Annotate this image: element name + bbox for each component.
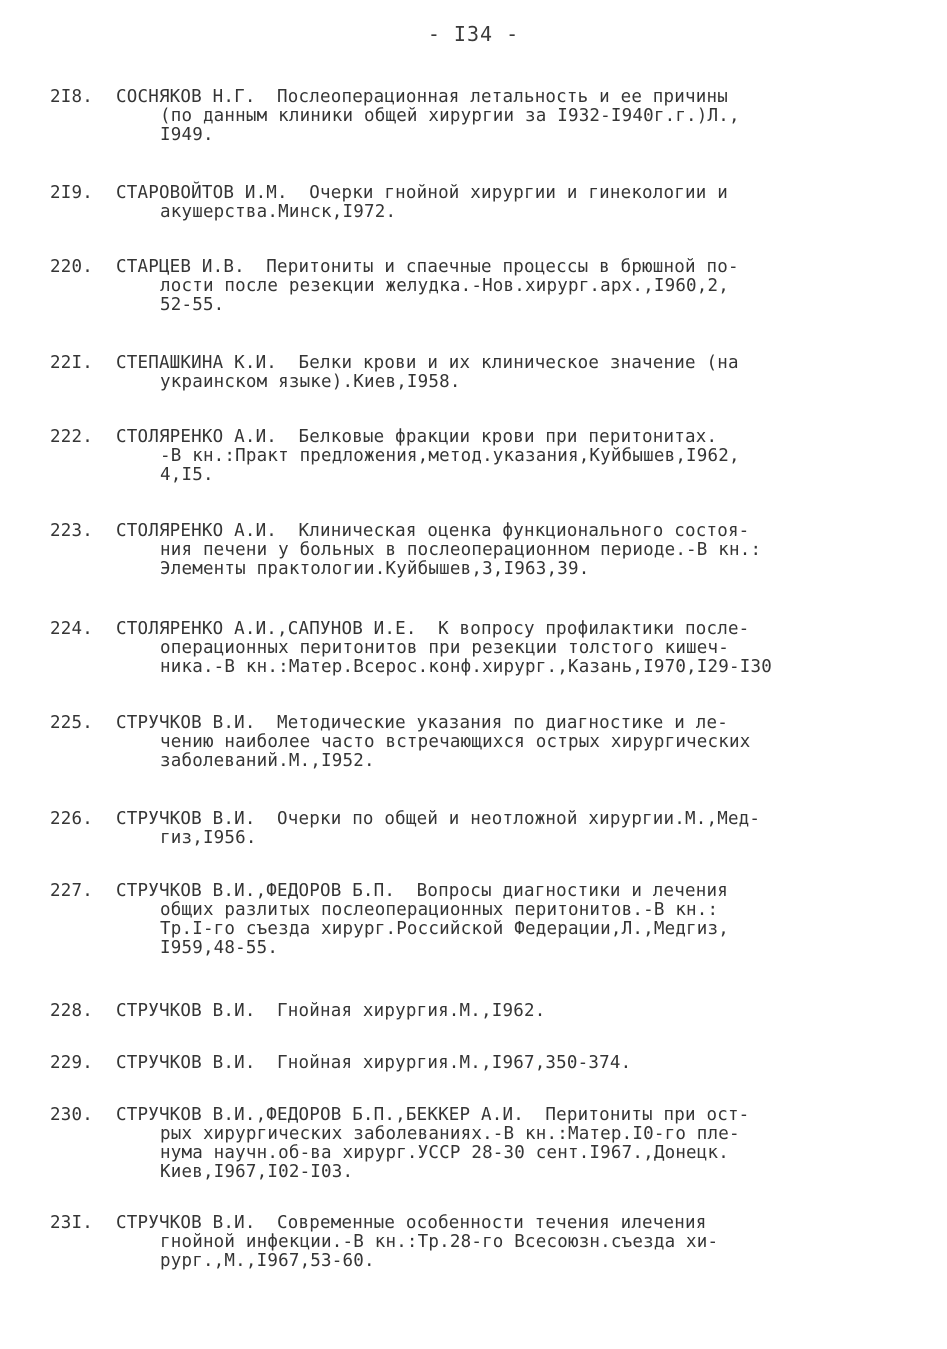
entry-number: 226.	[50, 809, 93, 829]
entry-number: 2I9.	[50, 183, 93, 203]
entry-text-line: Киев,I967,I02-I03.	[160, 1162, 354, 1182]
entry-text-line: СТОЛЯРЕНКО А.И. Клиническая оценка функционального состоя-	[116, 521, 750, 541]
page-number: - I34 -	[427, 22, 520, 46]
bibliography-entry	[50, 184, 910, 222]
bibliography-entry	[50, 1214, 910, 1271]
entry-number: 225.	[50, 713, 93, 733]
entry-number: 224.	[50, 619, 93, 639]
entry-text-line: Элементы практологии.Куйбышев,3,I963,39.	[160, 559, 590, 579]
entry-number: 222.	[50, 427, 93, 447]
entry-text-line: нума научн.об-ва хирург.УССР 28-30 сент.I967.,Донецк.	[160, 1143, 730, 1163]
entry-text-line: (по данным клиники общей хирургии за I932-I940г.г.)Л.,	[160, 106, 740, 126]
entry-text-line: акушерства.Минск,I972.	[160, 202, 397, 222]
bibliography-entry	[50, 522, 910, 579]
entry-text-line: I959,48-55.	[160, 938, 279, 958]
entry-text-line: СТРУЧКОВ В.И. Методические указания по диагностике и ле-	[116, 713, 728, 733]
entry-text-line: общих разлитых послеоперационных перитонитов.-В кн.:	[160, 900, 719, 920]
entry-text-line: СТРУЧКОВ В.И. Гнойная хирургия.М.,I962.	[116, 1001, 546, 1021]
entry-text-line: рург.,М.,I967,53-60.	[160, 1251, 375, 1271]
entry-text-line: гнойной инфекции.-В кн.:Тр.28-го Всесоюзн.съезда хи-	[160, 1232, 719, 1252]
bibliography-entry	[50, 620, 910, 677]
entry-text-line: украинском языке).Киев,I958.	[160, 372, 461, 392]
entry-text-line: СТРУЧКОВ В.И.,ФЕДОРОВ Б.П.,БЕККЕР А.И. Перитониты при ост-	[116, 1105, 750, 1125]
entry-text-line: СТРУЧКОВ В.И. Очерки по общей и неотложной хирургии.М.,Мед-	[116, 809, 761, 829]
entry-text-line: Тр.I-го съезда хирург.Российской Федерации,Л.,Медгиз,	[160, 919, 730, 939]
entry-text-line: СТАРОВОЙТОВ И.М. Очерки гнойной хирургии и гинекологии и	[116, 183, 728, 203]
bibliography-entry	[50, 1106, 910, 1182]
entry-text-line: заболеваний.М.,I952.	[160, 751, 375, 771]
entry-text-line: СТАРЦЕВ И.В. Перитониты и спаечные процессы в брюшной по-	[116, 257, 739, 277]
entry-number: 220.	[50, 257, 93, 277]
entry-text-line: СТОЛЯРЕНКО А.И.,САПУНОВ И.Е. К вопросу профилактики после-	[116, 619, 750, 639]
entry-text-line: операционных перитонитов при резекции толстого кишеч-	[160, 638, 730, 658]
entry-number: 228.	[50, 1001, 93, 1021]
entry-text-line: СОСНЯКОВ Н.Г. Послеоперационная летальность и ее причины	[116, 87, 728, 107]
entry-text-line: -В кн.:Практ предложения,метод.указания,Куйбышев,I962,	[160, 446, 740, 466]
entry-number: 227.	[50, 881, 93, 901]
bibliography-entry	[50, 428, 910, 485]
bibliography-entry	[50, 258, 910, 315]
entry-text-line: СТРУЧКОВ В.И.,ФЕДОРОВ Б.П. Вопросы диагностики и лечения	[116, 881, 728, 901]
entry-text-line: ника.-В кн.:Матер.Всерос.конф.хирург.,Казань,I970,I29-I30	[160, 657, 772, 677]
entry-number: 230.	[50, 1105, 93, 1125]
entry-text-line: гиз,I956.	[160, 828, 257, 848]
entry-text-line: лости после резекции желудка.-Нов.хирург.арх.,I960,2,	[160, 276, 730, 296]
entry-number: 229.	[50, 1053, 93, 1073]
bibliography-entry	[50, 1002, 910, 1021]
entry-text-line: I949.	[160, 125, 214, 145]
entry-number: 23I.	[50, 1213, 93, 1233]
bibliography-entry	[50, 882, 910, 958]
bibliography-entry	[50, 810, 910, 848]
entry-text-line: 52-55.	[160, 295, 225, 315]
entry-text-line: СТОЛЯРЕНКО А.И. Белковые фракции крови при перитонитах.	[116, 427, 718, 447]
bibliography-entry	[50, 1054, 910, 1073]
entry-text-line: ния печени у больных в послеоперационном периоде.-В кн.:	[160, 540, 762, 560]
bibliography-entry	[50, 714, 910, 771]
entry-text-line: СТРУЧКОВ В.И. Современные особенности течения илечения	[116, 1213, 707, 1233]
entry-text-line: СТРУЧКОВ В.И. Гнойная хирургия.М.,I967,350-374.	[116, 1053, 632, 1073]
entry-number: 2I8.	[50, 87, 93, 107]
entry-number: 223.	[50, 521, 93, 541]
bibliography-entry	[50, 88, 910, 145]
entry-text-line: СТЕПАШКИНА К.И. Белки крови и их клиническое значение (на	[116, 353, 739, 373]
entry-number: 22I.	[50, 353, 93, 373]
bibliography-entry	[50, 354, 910, 392]
entry-text-line: чению наиболее часто встречающихся острых хирургических	[160, 732, 751, 752]
entry-text-line: 4,I5.	[160, 465, 214, 485]
entry-text-line: рых хирургических заболеваниях.-В кн.:Матер.I0-го пле-	[160, 1124, 740, 1144]
